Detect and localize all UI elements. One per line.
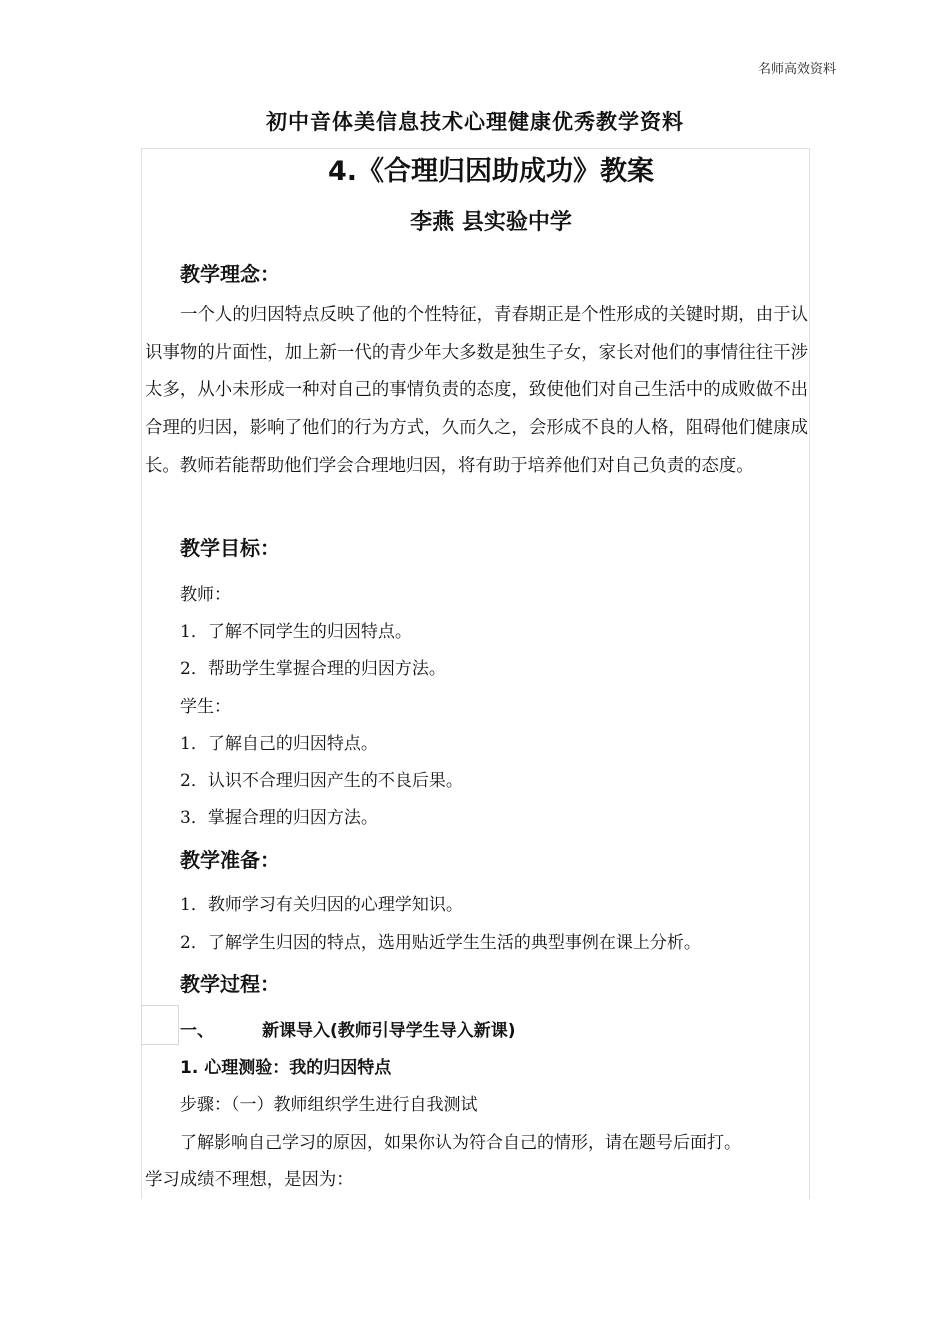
preparation-item: 2．了解学生归因的特点，选用贴近学生生活的典型事例在课上分析。 — [180, 933, 701, 953]
step-title: 1. 心理测验：我的归因特点 — [180, 1058, 392, 1078]
part-title: 新课导入(教师引导学生导入新课) — [262, 1021, 516, 1041]
step-line: 步骤：（一）教师组织学生进行自我测试 — [180, 1095, 478, 1115]
student-item: 1．了解自己的归因特点。 — [180, 734, 378, 754]
table-cell-marker — [141, 1005, 179, 1045]
instruction-line: 了解影响自己学习的原因，如果你认为符合自己的情形，请在题号后面打。 — [180, 1133, 741, 1153]
part-number: 一、 — [180, 1021, 214, 1041]
preparation-heading: 教学准备： — [180, 848, 280, 872]
student-item: 3．掌握合理的归因方法。 — [180, 808, 378, 828]
collection-title: 初中音体美信息技术心理健康优秀教学资料 — [266, 110, 684, 134]
philosophy-heading: 教学理念： — [180, 262, 280, 286]
preparation-item: 1．教师学习有关归因的心理学知识。 — [180, 895, 463, 915]
document-title: 4.《合理归因助成功》教案 — [327, 156, 655, 187]
teacher-item: 2．帮助学生掌握合理的归因方法。 — [180, 659, 446, 679]
author-line: 李燕 县实验中学 — [410, 210, 572, 235]
continuation-line: 学习成绩不理想，是因为： — [145, 1170, 354, 1190]
student-label: 学生： — [180, 697, 231, 717]
corner-note: 名师高效资料 — [757, 62, 836, 77]
part-heading — [180, 1016, 516, 1041]
teacher-item: 1．了解不同学生的归因特点。 — [180, 622, 412, 642]
goals-heading: 教学目标： — [180, 536, 280, 560]
philosophy-body: 一个人的归因特点反映了他的个性特征，青春期正是个性形成的关键时期，由于认识事物的片面性，加上新一代的青少年大多数是独生子女，家长对他们的事情往往干涉太多，从小未形成一种对自己的事情负责的态度，致使他们对自己生活中的成败做不出合理的归因，影响了他们的行为方式，久而久之，会形成不良的人格，阻碍他们健康成长。教师若能帮助他们学会合理地归因，将有助于培养他们对自己负责的态度。 — [145, 305, 808, 476]
teacher-label: 教师： — [180, 585, 231, 605]
process-heading: 教学过程： — [180, 972, 280, 996]
student-item: 2．认识不合理归因产生的不良后果。 — [180, 771, 463, 791]
